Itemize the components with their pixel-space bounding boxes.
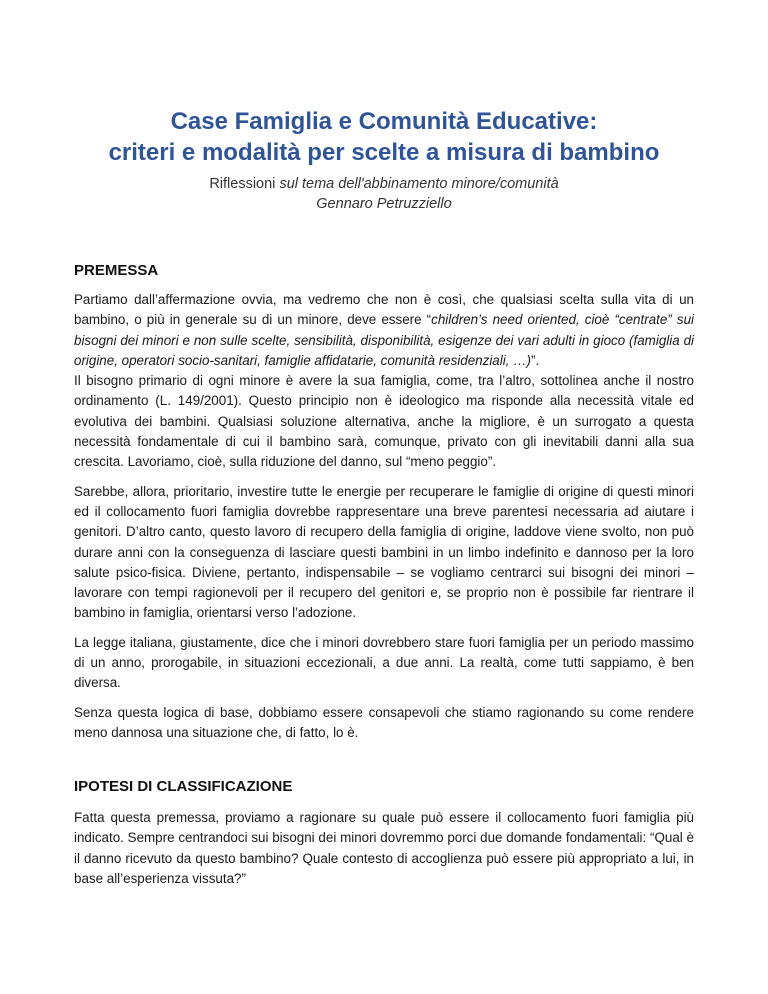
section-heading-premessa: PREMESSA [74,262,159,279]
subtitle-prefix: Riflessioni [209,176,280,192]
section-classificazione-body [74,808,694,889]
paragraph [74,290,694,473]
author: Gennaro Petruzziello [316,196,452,212]
paragraph: Senza questa logica di base, dobbiamo essere consapevoli che stiamo ragionando su come rendere meno dannosa una situazione che, di fatto, lo è. [74,704,694,740]
paragraph-text: Il bisogno primario di ogni minore è avere la sua famiglia, come, tra l’altro, sottolinea anche il nostro ordinamento (L. 149/2001). Questo principio non è ideologico ma risponde alla necessità vitale ed evolutiva dei bambini. Qualsiasi soluzione alternativa, anche la migliore, è un surrogato a questa necessità fondamentale di cui il bambino sarà, comunque, privato con gli inevitabili danni alla sua crescita. Lavoriamo, cioè, sulla riduzione del danno, sul “meno peggio”. [74,373,694,470]
paragraph-text: ”. [530,352,540,368]
section-premessa-body [74,290,694,743]
title-line-1: Case Famiglia e Comunità Educative: [170,108,598,135]
title-line-2: criteri e modalità per scelte a misura di bambino [108,139,660,166]
subtitle-line [0,174,768,194]
paragraph-italic: children’s need oriented, cioè “centrate” sui bisogni dei minori e non sulle scelte, sensibilità, disponibilità, esigenze dei vari adulti in gioco (famiglia di origine, operatori socio-sanitari, famiglie affidatarie, comunità residenziali, …) [74,312,695,368]
subtitle-topic: sul tema dell'abbinamento minore/comunità [279,176,559,192]
document-title [0,106,768,168]
paragraph-text: Partiamo dall’affermazione ovvia, ma vedremo che non è così, che qualsiasi scelta sulla vita di un bambino, o più in generale su di un minore, deve essere “ [74,292,694,328]
section-heading-classificazione: IPOTESI DI CLASSIFICAZIONE [74,778,293,795]
document-subtitle [0,174,768,214]
paragraph: La legge italiana, giustamente, dice che i minori dovrebbero stare fuori famiglia per un periodo massimo di un anno, prorogabile, in situazioni eccezionali, a due anni. La realtà, come tutti sappiamo, è ben diversa. [74,634,694,691]
paragraph: Sarebbe, allora, prioritario, investire tutte le energie per recuperare le famiglie di origine di questi minori ed il collocamento fuori famiglia dovrebbe rappresentare una breve parentesi necessaria ad aiutare i genitori. D’altro canto, questo lavoro di recupero della famiglia di origine, laddove viene svolto, non può durare anni con la conseguenza di lasciare questi bambini in un limbo indefinito e dannoso per la loro salute psico-fisica. Diviene, pertanto, indispensabile – se vogliamo centrarci sui bisogni dei minori – lavorare con tempi ragionevoli per il recupero del genitori e, se proprio non è possibile far rientrare il bambino in famiglia, orientarsi verso l’adozione. [74,483,694,621]
paragraph: Fatta questa premessa, proviamo a ragionare su quale può essere il collocamento fuori famiglia più indicato. Sempre centrandoci sui bisogni dei minori dovremmo porci due domande fondamentali: “Qual è il danno ricevuto da questo bambino? Quale contesto di accoglienza può essere più appropriato a lui, in base all’esperienza vissuta?” [74,810,694,886]
